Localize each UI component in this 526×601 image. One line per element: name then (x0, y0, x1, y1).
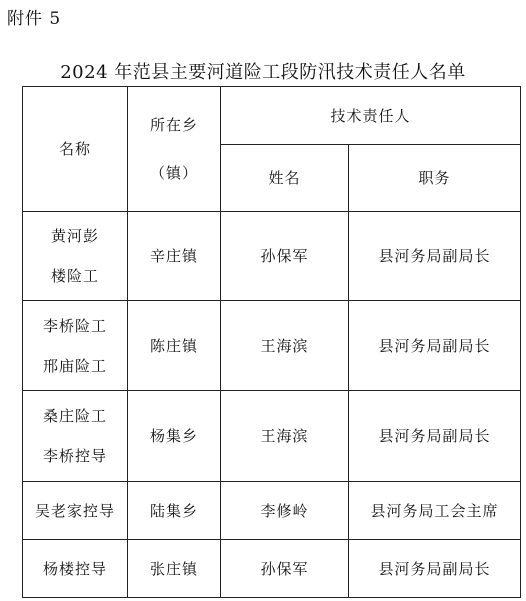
river-section-cell (23, 301, 128, 391)
header-tech-person-cell (221, 87, 521, 145)
attachment-label: 附件 5 (7, 9, 62, 29)
table-row (23, 482, 521, 540)
table-row (23, 212, 521, 301)
river-section-cell: 吴老家控导 (23, 482, 128, 540)
header-row-top (23, 87, 521, 145)
position-cell: 县河务局副局长 (349, 391, 521, 482)
river-section-line: 邢庙险工 (42, 356, 107, 375)
header-tech-person: 技术责任人 (330, 106, 411, 125)
header-town-cell (128, 87, 221, 212)
town-cell: 陈庄镇 (128, 301, 221, 391)
responsibility-table (22, 86, 521, 598)
river-section-cell (23, 212, 128, 301)
header-name-cell (23, 87, 128, 212)
person-name-cell: 孙保军 (221, 540, 349, 598)
river-section-line: 桑庄险工 (42, 407, 107, 425)
town-cell: 杨集乡 (128, 391, 221, 482)
header-position-cell (349, 145, 521, 212)
header-name: 名称 (58, 140, 91, 158)
position-cell: 县河务局副局长 (349, 212, 521, 301)
document-title: 2024 年范县主要河道险工段防汛技术责任人名单 (60, 62, 466, 83)
header-person-name-cell (221, 145, 349, 212)
river-section-cell (23, 391, 128, 482)
position-cell: 县河务局副局长 (349, 301, 521, 391)
river-section-cell: 杨楼控导 (23, 540, 128, 598)
table-row (23, 391, 521, 482)
position-cell: 县河务局副局长 (349, 540, 521, 598)
person-name-cell: 孙保军 (221, 212, 349, 301)
river-section-line: 李桥控导 (42, 447, 107, 465)
header-position: 职务 (418, 169, 451, 187)
position-cell: 县河务局工会主席 (349, 482, 521, 540)
river-section-line: 李桥险工 (42, 316, 107, 335)
person-name-cell: 李修岭 (221, 482, 349, 540)
person-name-cell: 王海滨 (221, 301, 349, 391)
town-cell: 陆集乡 (128, 482, 221, 540)
header-town-line2: （镇） (149, 164, 198, 182)
table-row (23, 301, 521, 391)
header-town-line1: 所在乡 (149, 116, 198, 134)
header-person-name: 姓名 (268, 169, 301, 187)
person-name-cell: 王海滨 (221, 391, 349, 482)
table-row (23, 540, 521, 598)
river-section-line: 黄河彭 (50, 227, 99, 245)
river-section-line: 楼险工 (50, 267, 99, 285)
town-cell: 张庄镇 (128, 540, 221, 598)
town-cell: 辛庄镇 (128, 212, 221, 301)
